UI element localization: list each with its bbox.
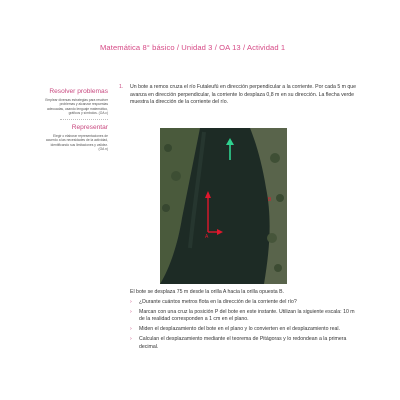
bullet-marker-icon: › — [130, 336, 132, 343]
continuation-text: El bote se desplaza 75 m desde la orilla A hacia la orilla opuesta B. — [130, 289, 284, 295]
bullet-text-3: Miden el desplazamiento del bote en el plano y lo convierten en el desplazamiento real. — [139, 326, 340, 333]
page-header: Matemática 8° básico / Unidad 3 / OA 13 / Actividad 1 — [100, 43, 286, 52]
river-photo — [160, 128, 287, 284]
bullet-marker-icon: › — [130, 308, 132, 315]
sidebar-desc-representar: Elegir o elaborar representaciones de acuerdo a las necesidades de la actividad, identificando sus limitaciones y validez. (OA n) — [45, 134, 108, 152]
question-continuation — [130, 289, 360, 354]
sidebar-divider — [60, 119, 108, 120]
bullet-text-1: ¿Durante cuántos metros flota en la dirección de la corriente del río? — [139, 298, 297, 305]
bank-a-label: A — [205, 234, 209, 240]
sidebar-title-representar: Representar — [71, 124, 108, 132]
river-aerial-image — [160, 128, 287, 284]
sidebar-section-representar — [44, 124, 108, 151]
sidebar-desc-resolver: Emplear diversas estrategias para resolver problemas y alcanzar respuestas adecuadas, usando lenguaje matemático, gráficos y símbolos. (OA c) — [45, 98, 108, 115]
bullet-marker-icon: › — [130, 326, 132, 333]
list-item — [130, 336, 360, 351]
bullet-text-4: Calculan el desplazamiento mediante el teorema de Pitágoras y lo redondean a la primera decimal. — [139, 336, 347, 351]
bullet-text-2: Marcan con una cruz la posición P del bote en este instante. Utilizan la siguiente escala: 10 m de la realidad corresponden a 1 cm en el plano. — [139, 308, 355, 323]
sidebar — [44, 88, 108, 151]
question-number: 1. — [119, 84, 124, 90]
list-item — [130, 326, 360, 334]
list-item — [130, 299, 360, 307]
bank-b-label: B — [268, 197, 272, 203]
sidebar-title-resolver: Resolver problemas — [49, 88, 108, 95]
sidebar-section-resolver — [44, 88, 108, 115]
question-bullets — [130, 299, 360, 352]
list-item — [130, 309, 360, 324]
question-text: Un bote a remos cruza el río Futaleufú en dirección perpendicular a la corriente. Por cada 5 m que avanza en dirección perpendicular, la corriente lo desplaza 0,8 m en su dirección. La flecha verde muestra la dirección de la corriente del río. — [130, 84, 357, 106]
bullet-marker-icon: › — [130, 298, 132, 305]
